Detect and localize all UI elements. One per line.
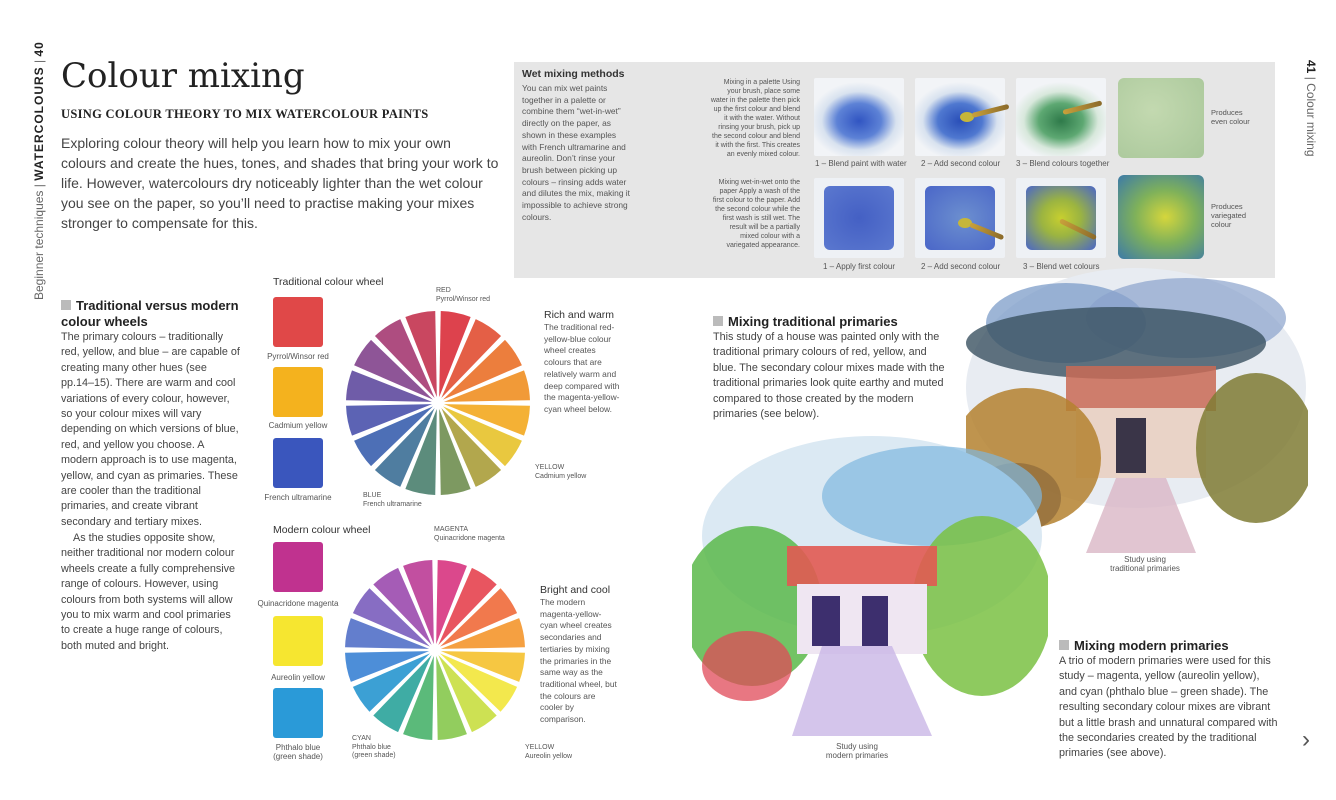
trad-yellow-label: YELLOW Cadmium yellow (535, 464, 587, 480)
topic-name: Colour mixing (1304, 83, 1318, 157)
page-number-right: 41 (1304, 60, 1318, 74)
trad-vs-modern-para-1: The primary colours – traditionally red, yellow, and blue – are capable of creating many other hues (see pp.14–15). There are warm and cool variations of every colour, however, so your colour mixes will vary depending on which versions of blue, red, and yellow you choose. A modern approach is to use magenta, yellow, and cyan as primaries. These are cooler than the traditional primaries, and create vibrant secondary and tertiary mixes. (61, 331, 240, 528)
modern-primaries-painting (692, 436, 1048, 748)
row2-caption-3: 3 – Blend wet colours (1023, 262, 1100, 271)
swatch-red-label: Pyrrol/Winsor red (267, 352, 329, 361)
traditional-colour-wheel (340, 305, 536, 501)
modern-colour-wheel (340, 555, 530, 745)
palette-photo-1 (814, 78, 904, 156)
even-colour-label: Produces even colour (1211, 108, 1250, 126)
bullet-square-icon (1059, 640, 1069, 650)
variegated-colour-label: Produces variegated colour (1211, 202, 1247, 229)
wet-mixing-title: Wet mixing methods (522, 68, 625, 80)
swatch-phthalo-blue-label: Phthalo blue (green shade) (273, 743, 323, 761)
rich-warm-heading: Rich and warm (544, 309, 615, 321)
swatch-cadmium-yellow-label: Cadmium yellow (268, 421, 328, 430)
mod-primaries-heading: Mixing modern primaries (1059, 638, 1229, 654)
swatch-magenta-label: Quinacridone magenta (257, 599, 339, 608)
intro-paragraph: Exploring colour theory will help you learn how to mix your own colours and create the hues, tones, and shades that bring your work to life. However, watercolours dry noticeably lighter than the wet colour you see on the paper, so you’ll need to practise making your mixes stronger to compensate for this. (61, 135, 499, 231)
bright-cool-text: The modern magenta-yellow-cyan wheel creates secondaries and tertiaries by mixing the primaries in the same way as the traditional wheel, but the colours are cooler by comparison. (540, 597, 617, 725)
wet-mixing-body: You can mix wet paints together in a palette or combine them “wet-in-wet” directly on the paper, as shown in these examples with French ultramarine and aureolin. Don’t rinse your brush between picking up colours – rinsing adds water and dilutes the mix, making it impossible to achieve strong colours. (522, 83, 630, 222)
trad-wheel-title: Traditional colour wheel (273, 276, 384, 288)
row2-caption-2: 2 – Add second colour (921, 262, 1001, 271)
swatch-cadmium-yellow (273, 367, 323, 417)
right-running-head: 41 | Colour mixing (1304, 60, 1318, 157)
trad-blue-label: BLUE French ultramarine (363, 492, 422, 508)
row1-caption-1: 1 – Blend paint with water (815, 159, 907, 168)
section-name: Beginner techniques (32, 190, 46, 300)
trad-vs-modern-heading: Traditional versus modern colour wheels (61, 298, 239, 329)
swatch-aureolin-yellow-label: Aureolin yellow (271, 673, 325, 682)
variegated-colour-swatch (1118, 175, 1204, 259)
rich-warm-text: The traditional red-yellow-blue colour wheel creates colours that are relatively warm and deep compared with the magenta-yellow-cyan wheel below. (544, 322, 620, 414)
swatch-magenta (273, 542, 323, 592)
swatch-aureolin-yellow (273, 616, 323, 666)
mod-wheel-title: Modern colour wheel (273, 524, 371, 536)
mod-cyan-label: CYAN Phthalo blue (green shade) (352, 735, 396, 759)
even-colour-swatch (1118, 78, 1204, 158)
page-number-left: 40 (32, 41, 46, 57)
mod-magenta-label: MAGENTA Quinacridone magenta (434, 526, 505, 542)
page-subtitle: USING COLOUR THEORY TO MIX WATERCOLOUR PAINTS (61, 107, 429, 121)
trad-primaries-text: This study of a house was painted only with the traditional primary colours of red, yellow, and blue. The secondary colour mixes made with the traditional primaries look quite earthy and muted compared to those created by the modern primaries (see below). (713, 331, 945, 421)
chapter-name: WATERCOLOURS (32, 66, 46, 181)
palette-photo-3 (1016, 78, 1106, 156)
trad-vs-modern-para-2: As the studies opposite show, neither traditional nor modern colour wheels create a fully comprehensive range of colours. However, using colours from both systems will allow you to mix warm and cool primaries to create a huge range of colours, both muted and bright. (61, 532, 236, 652)
next-page-chevron-icon[interactable]: › (1302, 726, 1310, 753)
row1-caption-2: 2 – Add second colour (921, 159, 1001, 168)
mod-primaries-text: A trio of modern primaries were used for this study – magenta, yellow (aureolin yellow), and cyan (phthalo blue – green shade). The resulting secondary colour mixes are vibrant but a little brash and unnatural compared with the secondaries created by the traditional primaries (see above). (1059, 655, 1278, 760)
left-running-head: Beginner techniques | WATERCOLOURS | 40 (32, 41, 46, 300)
paper-photo-1 (814, 178, 904, 258)
paper-description: Mixing wet-in-wet onto the paper Apply a wash of the first colour to the paper. Add the second colour while the first wash is still wet. The result will be a partially mixed colour with a variegated appearance. (712, 179, 800, 249)
bullet-square-icon (713, 316, 723, 326)
traditional-study-caption: Study using traditional primaries (1110, 555, 1180, 573)
page-title: Colour mixing (61, 56, 305, 96)
modern-study-caption: Study using modern primaries (825, 742, 889, 760)
swatch-french-ultramarine-label: French ultramarine (264, 493, 332, 502)
row2-caption-1: 1 – Apply first colour (823, 262, 896, 271)
mod-yellow-label: YELLOW Aureolin yellow (525, 744, 573, 760)
swatch-french-ultramarine (273, 438, 323, 488)
palette-description: Mixing in a palette Using your brush, place some water in the palette then pick up the first colour and blend it with the water. Without rinsing your brush, pick up the second colour and blend it with the first. This creates an evenly mixed colour. (710, 79, 800, 158)
trad-red-label: RED Pyrrol/Winsor red (436, 287, 491, 303)
bright-cool-heading: Bright and cool (540, 584, 611, 596)
swatch-phthalo-blue (273, 688, 323, 738)
bullet-square-icon (61, 300, 71, 310)
trad-primaries-heading: Mixing traditional primaries (713, 314, 898, 330)
row1-caption-3: 3 – Blend colours together (1016, 159, 1110, 168)
swatch-red (273, 297, 323, 347)
